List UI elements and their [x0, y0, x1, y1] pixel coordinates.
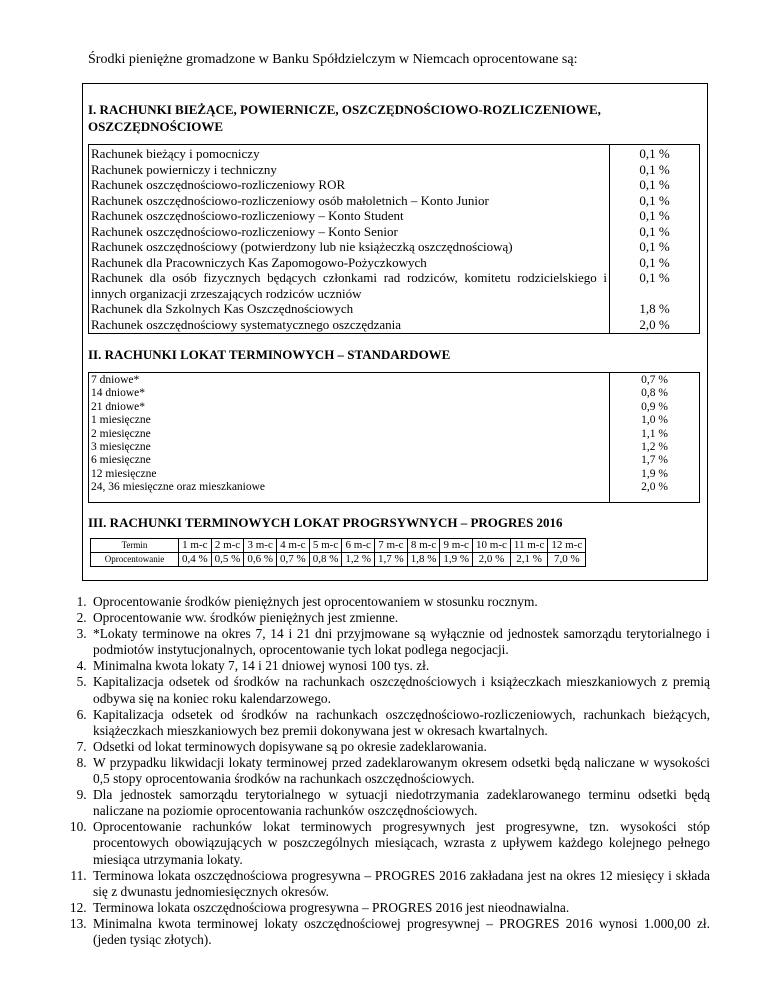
progres-rate-cell: 2,0 %: [473, 553, 511, 567]
section1-row-name: Rachunek dla osób fizycznych będących członkami rad rodziców, komitetu rodzicielskiego i innych organizacji zrzeszających rodziców uczniów: [91, 270, 607, 301]
section2-row-rate: 2,0 %: [641, 481, 668, 494]
section1-row-name: Rachunek oszczędnościowo-rozliczeniowy osób małoletnich – Konto Junior: [91, 192, 489, 208]
progres-term-cell: 2 m-c: [211, 539, 244, 553]
section1-row-rate: 0,1 %: [639, 270, 670, 285]
progres-rate-cell: 1,7 %: [375, 553, 408, 567]
section1-row-rate: 0,1 %: [639, 161, 670, 177]
section1-row-rate: 2,0 %: [639, 316, 670, 332]
progres-term-cell: 10 m-c: [473, 539, 511, 553]
section1-rates-column: [610, 145, 699, 334]
section1-row-name: Rachunek powierniczy i techniczny: [91, 161, 277, 177]
progres-rate-cell: 1,8 %: [407, 553, 440, 567]
section1-row-rate: 0,1 %: [639, 192, 670, 208]
section1-row-name: Rachunek oszczędnościowo-rozliczeniowy – Konto Senior: [91, 223, 398, 239]
note-item: 13. Minimalna kwota terminowej lokaty oszczędnościowej progresywnej – PROGRES 2016 wynosi 1.000,00 zł. (jeden tysiąc złotych).: [90, 916, 710, 948]
progres-rate-cell: 2,1 %: [510, 553, 547, 567]
section2-row-rate: 0,9 %: [641, 400, 668, 413]
progres-rates-row: [91, 553, 586, 567]
progres-rate-cell: 0,5 %: [211, 553, 244, 567]
progres-term-cell: 5 m-c: [309, 539, 342, 553]
section2-row-name: 21 dniowe*: [91, 400, 145, 413]
note-item: 7. Odsetki od lokat terminowych dopisywane są po okresie zadeklarowania.: [90, 739, 710, 755]
progres-rate-cell: 0,6 %: [244, 553, 277, 567]
progres-term-cell: 1 m-c: [179, 539, 212, 553]
progres-rate-label: Oprocentowanie: [91, 553, 179, 567]
section2-row-rate: 1,1 %: [641, 427, 668, 440]
section1-row-rate: 0,1 %: [639, 239, 670, 254]
section2-title: II. RACHUNKI LOKAT TERMINOWYCH – STANDARDOWE: [88, 347, 451, 362]
note-item: 11. Terminowa lokata oszczędnościowa progresywna – PROGRES 2016 zakładana jest na okres 12 miesięcy i składa się z dwunastu jednomiesięcznych okresów.: [90, 868, 710, 900]
section1-title: I. RACHUNKI BIEŻĄCE, POWIERNICZE, OSZCZĘDNOŚCIOWO-ROZLICZENIOWE, OSZCZĘDNOŚCIOWE: [88, 102, 601, 134]
section1-row-rate: 0,1 %: [639, 208, 670, 223]
note-item: 6. Kapitalizacja odsetek od środków na rachunkach oszczędnościowo-rozliczeniowych, rachunkach bieżących, książeczkach mieszkaniowych bez premii dokonywana jest w okresach kwartalnych.: [90, 707, 710, 739]
section2-names-column: [89, 373, 610, 502]
progres-term-cell: 8 m-c: [407, 539, 440, 553]
section2-row-name: 14 dniowe*: [91, 387, 145, 400]
progres-term-cell: 7 m-c: [375, 539, 408, 553]
intro-text: Środki pieniężne gromadzone w Banku Spółdzielczym w Niemcach oprocentowane są:: [88, 52, 578, 67]
section2-rates-column: [610, 373, 699, 503]
section2-row-name: 12 miesięczne: [91, 467, 157, 480]
progres-rate-cell: 0,8 %: [309, 553, 342, 567]
progres-term-cell: 9 m-c: [440, 539, 473, 553]
section2-row-rate: 1,2 %: [641, 441, 668, 454]
progres-term-cell: 3 m-c: [244, 539, 277, 553]
note-item: 5. Kapitalizacja odsetek od środków na rachunkach oszczędnościowych i książeczkach mieszkaniowych z premią odbywa się na koniec roku kalendarzowego.: [90, 674, 710, 706]
progres-rate-cell: 7,0 %: [548, 553, 586, 567]
progres-term-cell: 11 m-c: [510, 539, 547, 553]
section2-row-name: 2 miesięczne: [91, 427, 151, 440]
section2-row-rate: 1,0 %: [641, 414, 668, 427]
section1-row-rate: 0,1 %: [639, 223, 670, 239]
section1-row-rate: 0,1 %: [639, 254, 670, 270]
section1-names-column: [89, 145, 610, 333]
note-item: 2. Oprocentowanie ww. środków pieniężnych jest zmienne.: [90, 610, 710, 626]
section1-row-name: Rachunek dla Szkolnych Kas Oszczędnościowych: [91, 301, 354, 316]
progres-term-cell: 12 m-c: [548, 539, 586, 553]
note-item: 12. Terminowa lokata oszczędnościowa progresywna – PROGRES 2016 jest nieodnawialna.: [90, 900, 710, 916]
section1-row-name: Rachunek oszczędnościowo-rozliczeniowy ROR: [91, 177, 346, 192]
section2-row-name: 7 dniowe*: [91, 374, 140, 386]
note-item: 10. Oprocentowanie rachunków lokat terminowych progresywnych jest progresywne, tzn. wysokości stóp procentowych obowiązujących w poszczególnych miesiącach, wzrasta z upływem każdego kolejnego pełnego miesiąca utrzymania lokaty.: [90, 819, 710, 867]
note-item: 8. W przypadku likwidacji lokaty terminowej przed zadeklarowanym okresem odsetki będą naliczane w wysokości 0,5 stopy oprocentowania środków na rachunkach oszczędnościowych.: [90, 755, 710, 787]
section2-row-name: 3 miesięczne: [91, 441, 151, 454]
section2-row-rate: 1,9 %: [641, 467, 668, 480]
section2-row-rate: 0,7 %: [641, 374, 668, 386]
section1-row-name: Rachunek dla Pracowniczych Kas Zapomogowo-Pożyczkowych: [91, 254, 427, 270]
progres-rate-cell: 1,9 %: [440, 553, 473, 567]
progres-rate-cell: 0,7 %: [277, 553, 310, 567]
progres-term-cell: 4 m-c: [277, 539, 310, 553]
progres-term-label: Termin: [91, 539, 179, 553]
notes-list: [60, 594, 710, 948]
note-item: 3. *Lokaty terminowe na okres 7, 14 i 21 dni przyjmowane są wyłącznie od jednostek samorządu terytorialnego i podmiotów instytucjonalnych, oprocentowanie tych lokat podlega negocjacji.: [90, 626, 710, 658]
section3-title: III. RACHUNKI TERMINOWYCH LOKAT PROGRSYWNYCH – PROGRES 2016: [88, 515, 563, 530]
section1-row-rate: 0,1 %: [639, 146, 670, 161]
section2-box: [88, 372, 700, 503]
section1-row-rate: 0,1 %: [639, 177, 670, 192]
note-item: 4. Minimalna kwota lokaty 7, 14 i 21 dniowej wynosi 100 tys. zł.: [90, 658, 710, 674]
section2-row-name: 1 miesięczne: [91, 414, 151, 427]
section2-row-rate: 1,7 %: [641, 454, 668, 467]
section2-row-name: 24, 36 miesięczne oraz mieszkaniowe: [91, 481, 266, 494]
progres-terms-row: [91, 539, 586, 553]
note-item: 1. Oprocentowanie środków pieniężnych jest oprocentowaniem w stosunku rocznym.: [90, 594, 710, 610]
section2-row-name: 6 miesięczne: [91, 454, 151, 467]
progres-rate-cell: 0,4 %: [179, 553, 212, 567]
section1-row-name: Rachunek oszczędnościowo-rozliczeniowy – Konto Student: [91, 208, 404, 223]
section1-row-name: Rachunek bieżący i pomocniczy: [91, 146, 260, 161]
note-item: 9. Dla jednostek samorządu terytorialnego w sytuacji niedotrzymania zadeklarowanego terminu odsetki będą naliczane na poziomie oprocentowania rachunków oszczędnościowych.: [90, 787, 710, 819]
section2-row-rate: 0,8 %: [641, 387, 668, 400]
section1-row-name: Rachunek oszczędnościowy (potwierdzony lub nie książeczką oszczędnościową): [91, 239, 513, 254]
section1-row-rate: 1,8 %: [639, 301, 670, 316]
progres-rate-cell: 1,2 %: [342, 553, 375, 567]
section1-box: [88, 144, 700, 334]
progres-table: [90, 538, 586, 567]
section1-row-name: Rachunek oszczędnościowy systematycznego oszczędzania: [91, 316, 402, 332]
progres-term-cell: 6 m-c: [342, 539, 375, 553]
